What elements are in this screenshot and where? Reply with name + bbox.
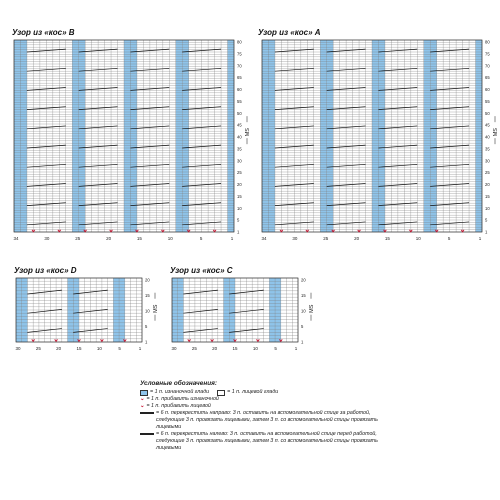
x-tick-label: 5 xyxy=(118,346,121,351)
y-tick-label: 50 xyxy=(485,110,490,116)
chart-b-svg xyxy=(14,40,256,244)
chart-c-svg xyxy=(172,278,320,354)
y-tick-label: 55 xyxy=(237,98,242,104)
cable-right-icon xyxy=(140,412,154,414)
y-tick-label: 5 xyxy=(145,324,148,329)
y-tick-label: 45 xyxy=(237,122,242,128)
x-tick-label: 34 xyxy=(13,236,19,241)
y-tick-label: 35 xyxy=(485,146,490,152)
legend-row-inc-purl xyxy=(140,396,380,403)
y-tick-label: 70 xyxy=(485,63,490,69)
y-tick-label: 40 xyxy=(485,134,490,140)
y-tick-label: 30 xyxy=(237,158,242,164)
y-tick-label: 70 xyxy=(237,63,242,69)
x-tick-label: 5 xyxy=(199,236,203,241)
y-tick-label: 60 xyxy=(485,87,490,92)
x-tick-label: 25 xyxy=(75,236,81,241)
legend-purl: = 1 п. изнаночной глади xyxy=(150,389,210,395)
y-tick-label: 25 xyxy=(237,170,242,176)
x-tick-label: 15 xyxy=(232,346,238,351)
y-tick-label: 25 xyxy=(485,170,490,176)
x-tick-label: 1 xyxy=(138,346,142,351)
y-tick-label: 20 xyxy=(485,182,490,187)
y-tick-label: 10 xyxy=(237,205,242,211)
legend-cable-right: = 6 п. перекрестить направо: 3 п. оставить на вспомогательной спице за работой, следующие 3 п. провязать лицевыми, затем 3 п. со вспомогательной спицы провязать лицевыми xyxy=(156,410,378,430)
y-tick-label: 5 xyxy=(237,217,240,223)
chart-d xyxy=(16,278,164,354)
y-tick-label: 75 xyxy=(485,51,490,57)
grid xyxy=(172,278,298,342)
x-tick-label: 15 xyxy=(384,236,390,241)
grid xyxy=(16,278,142,342)
y-tick-label: 65 xyxy=(237,75,242,81)
x-tick-label: 20 xyxy=(354,236,360,241)
x-tick-label: 30 xyxy=(292,236,298,241)
y-tick-label: 80 xyxy=(237,39,242,45)
legend-row-inc-knit xyxy=(140,403,380,410)
legend xyxy=(140,380,380,452)
legend-inc-knit: = 1 п. прибавить лицевой xyxy=(146,403,211,409)
x-tick-label: 25 xyxy=(191,346,197,351)
y-tick-label: 35 xyxy=(237,146,242,152)
x-tick-label: 30 xyxy=(15,346,21,351)
x-tick-label: 20 xyxy=(212,346,218,351)
chart-a-svg xyxy=(262,40,500,244)
legend-row-purl-knit xyxy=(140,389,380,396)
legend-heading: Условные обозначения: xyxy=(140,380,217,387)
chart-d-svg xyxy=(16,278,164,354)
x-tick-label: 10 xyxy=(252,346,258,351)
y-tick-label: 10 xyxy=(301,308,306,314)
x-tick-label: 10 xyxy=(96,346,102,351)
y-tick-label: 20 xyxy=(237,182,242,187)
ms-label: MS xyxy=(309,304,315,313)
y-tick-label: 15 xyxy=(485,193,490,199)
knit-swatch-icon xyxy=(217,390,225,396)
y-tick-label: 1 xyxy=(301,339,304,345)
x-tick-label: 20 xyxy=(106,236,112,241)
x-tick-label: 1 xyxy=(478,236,482,241)
legend-cable-left: = 6 п. перекрестить налево: 3 п. оставить на вспомогательной спице перед работой, следующие 3 п. провязать лицевыми, затем 3 п. со вспомогательной спицы провязать лицевыми xyxy=(156,431,378,451)
x-tick-label: 25 xyxy=(323,236,329,241)
chart-c xyxy=(172,278,320,354)
x-tick-label: 10 xyxy=(415,236,421,241)
increase-knit-icon: ⌄ xyxy=(140,403,145,409)
x-tick-label: 5 xyxy=(274,346,277,351)
chart-a xyxy=(262,40,500,244)
y-tick-label: 20 xyxy=(301,277,306,283)
x-tick-label: 25 xyxy=(35,346,41,351)
y-tick-label: 45 xyxy=(485,122,490,128)
y-tick-label: 5 xyxy=(485,217,488,223)
y-tick-label: 10 xyxy=(485,205,490,211)
grid xyxy=(262,40,482,232)
y-tick-label: 30 xyxy=(485,158,490,164)
y-tick-label: 1 xyxy=(237,229,240,235)
y-tick-label: 1 xyxy=(485,229,488,235)
chart-b xyxy=(14,40,256,244)
y-tick-label: 15 xyxy=(301,293,306,298)
x-tick-label: 15 xyxy=(136,236,142,241)
y-tick-label: 80 xyxy=(485,39,490,45)
y-tick-label: 10 xyxy=(145,308,150,314)
x-tick-label: 10 xyxy=(167,236,173,241)
legend-knit: = 1 п. лицевой глади xyxy=(227,389,279,395)
ms-label: MS xyxy=(245,128,251,137)
y-tick-label: 15 xyxy=(237,193,242,199)
x-tick-label: 15 xyxy=(76,346,82,351)
y-tick-label: 20 xyxy=(145,277,150,283)
y-tick-label: 40 xyxy=(237,134,242,140)
grid xyxy=(14,40,234,232)
chart-title-c: Узор из «кос» C xyxy=(170,266,233,275)
chart-title-a: Узор из «кос» A xyxy=(258,28,321,37)
x-tick-label: 30 xyxy=(44,236,50,241)
y-tick-label: 15 xyxy=(145,293,150,298)
y-tick-label: 50 xyxy=(237,110,242,116)
legend-row-cable-right xyxy=(140,410,380,431)
legend-row-cable-left xyxy=(140,431,380,452)
ms-label: MS xyxy=(493,128,499,137)
x-tick-label: 1 xyxy=(294,346,298,351)
cable-left-icon xyxy=(140,433,154,435)
legend-inc-purl: = 1 п. прибавить изнаночной xyxy=(146,396,219,402)
x-tick-label: 30 xyxy=(171,346,177,351)
ms-label: MS xyxy=(153,304,159,313)
x-tick-label: 20 xyxy=(56,346,62,351)
x-tick-label: 34 xyxy=(261,236,267,241)
purl-swatch-icon xyxy=(140,390,148,396)
y-tick-label: 55 xyxy=(485,98,490,104)
y-tick-label: 75 xyxy=(237,51,242,57)
y-tick-label: 1 xyxy=(145,339,148,345)
y-tick-label: 5 xyxy=(301,324,304,329)
x-tick-label: 5 xyxy=(447,236,451,241)
y-tick-label: 60 xyxy=(237,87,242,92)
y-tick-label: 65 xyxy=(485,75,490,81)
x-tick-label: 1 xyxy=(230,236,234,241)
chart-title-b: Узор из «кос» B xyxy=(12,28,75,37)
chart-title-d: Узор из «кос» D xyxy=(14,266,77,275)
increase-purl-icon: ⌄ xyxy=(140,396,145,402)
